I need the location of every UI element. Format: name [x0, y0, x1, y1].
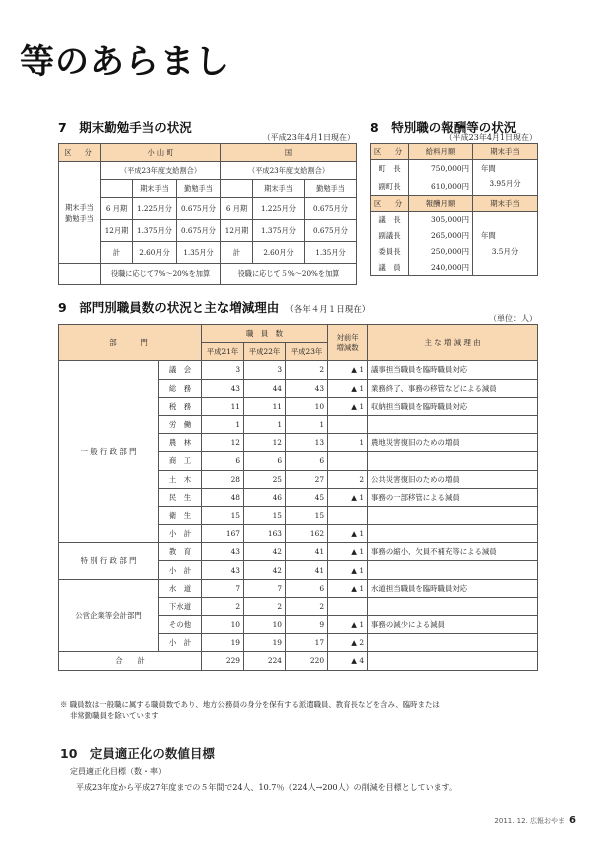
cell: 0.675月分 — [177, 198, 221, 220]
count-y21: 19 — [202, 634, 244, 652]
count-y21: 28 — [202, 470, 244, 488]
section-name: 総 務 — [159, 379, 202, 397]
count-y23: 10 — [286, 397, 328, 415]
cell: 1.35月分 — [305, 242, 357, 264]
kubun-header-2: 区 分 — [371, 196, 409, 212]
section-10-subtitle: 定員適正化目標（数・率） — [70, 767, 166, 776]
section-name: 商 工 — [159, 452, 202, 470]
bonus-row-label: 期末手当 勤勉手当 — [59, 162, 101, 264]
count-diff — [328, 452, 368, 470]
count-y21: 2 — [202, 597, 244, 615]
bonus-header-2: 期末手当 — [473, 196, 538, 212]
count-y22: 12 — [244, 434, 286, 452]
section-name: 衛 生 — [159, 506, 202, 524]
count-y23: 13 — [286, 434, 328, 452]
kubun-header: 区 分 — [59, 144, 101, 162]
count-y23: 27 — [286, 470, 328, 488]
country-kimatsu-header: 期末手当 — [253, 180, 305, 198]
count-y23: 162 — [286, 525, 328, 543]
bonus-months: 3.95月分 — [473, 178, 538, 196]
total-y22: 224 — [244, 652, 286, 670]
section-name: 下水道 — [159, 597, 202, 615]
section-8-title: 8 特別職の報酬等の状況 — [370, 120, 517, 135]
count-y23: 43 — [286, 379, 328, 397]
bonus-year-label: 年間 — [473, 160, 538, 178]
section-9-title-text: 9 部門別職員数の状況と主な増減理由 — [58, 300, 280, 315]
table-row — [59, 543, 538, 561]
member-label: 議 員 — [371, 260, 409, 276]
vice-chair-label: 副議長 — [371, 228, 409, 244]
vice-chair-value: 265,000円 — [409, 228, 473, 244]
country-sub: （平成23年度支給割合） — [221, 162, 357, 180]
country-note: 役職に応じて５%～20%を加算 — [221, 264, 357, 285]
table-row — [59, 361, 538, 379]
dept-header: 部 門 — [59, 325, 202, 361]
count-y22: 2 — [244, 597, 286, 615]
cell: 1.225月分 — [133, 198, 177, 220]
section-name: 労 働 — [159, 415, 202, 433]
section-9-date: （各年４月１日現在） — [285, 305, 371, 315]
section-name: 小 計 — [159, 634, 202, 652]
count-y21: 12 — [202, 434, 244, 452]
remuneration-header: 報酬月額 — [409, 196, 473, 212]
salary-header: 給料月額 — [409, 144, 473, 160]
section-10-body: 平成23年度から平成27年度までの５年間で24人、10.7％（224人→200人）の削減を目標としています。 — [76, 783, 457, 792]
page-title: 等のあらまし — [20, 42, 230, 82]
section-name: 水 道 — [159, 579, 202, 597]
mayor-label: 町 長 — [371, 160, 409, 178]
count-y21: 167 — [202, 525, 244, 543]
footer — [494, 815, 576, 826]
section-name: 土 木 — [159, 470, 202, 488]
vice-mayor-value: 610,000円 — [409, 178, 473, 196]
country-header: 国 — [221, 144, 357, 162]
count-diff: ▲ 1 — [328, 361, 368, 379]
count-y21: 1 — [202, 415, 244, 433]
section-name: 議 会 — [159, 361, 202, 379]
cell: 1.35月分 — [177, 242, 221, 264]
change-reason: 公共災害復旧のための増員 — [368, 470, 538, 488]
change-reason — [368, 415, 538, 433]
row-label: 計 — [101, 242, 133, 264]
change-reason: 事務の減少による減員 — [368, 616, 538, 634]
section-name: 農 林 — [159, 434, 202, 452]
diff-header: 対前年 増減数 — [328, 325, 368, 361]
committee-chair-value: 250,000円 — [409, 244, 473, 260]
cell: 1.375月分 — [133, 220, 177, 242]
total-row — [59, 652, 538, 670]
page-number: 6 — [569, 815, 576, 826]
count-y22: 1 — [244, 415, 286, 433]
count-y23: 17 — [286, 634, 328, 652]
count-y21: 15 — [202, 506, 244, 524]
section-7-title: 7 期末勤勉手当の状況 — [58, 120, 192, 135]
change-reason — [368, 452, 538, 470]
country-kinben-header: 勤勉手当 — [305, 180, 357, 198]
bonus-table — [58, 143, 357, 285]
footnote-line-2: 非常勤職員を除いています — [70, 711, 159, 720]
count-y21: 6 — [202, 452, 244, 470]
chair-value: 305,000円 — [409, 212, 473, 228]
change-reason: 事務の縮小、欠員不補充等による減員 — [368, 543, 538, 561]
count-y23: 6 — [286, 579, 328, 597]
count-y21: 11 — [202, 397, 244, 415]
section-name: その他 — [159, 616, 202, 634]
bonus-year-label-2: 年間 — [473, 228, 538, 244]
mayor-value: 750,000円 — [409, 160, 473, 178]
cell: 0.675月分 — [305, 198, 357, 220]
count-y23: 9 — [286, 616, 328, 634]
dept-group-name: 一 般 行 政 部 門 — [59, 361, 159, 543]
count-diff: ▲ 2 — [328, 634, 368, 652]
total-diff: ▲ 4 — [328, 652, 368, 670]
count-diff: ▲ 1 — [328, 488, 368, 506]
bonus-months-2: 3.5月分 — [473, 244, 538, 260]
section-8-date: （平成23年4月1日現在） — [444, 133, 537, 142]
count-y22: 46 — [244, 488, 286, 506]
row-label: 6 月期 — [221, 198, 253, 220]
cell: 0.675月分 — [177, 220, 221, 242]
count-y22: 19 — [244, 634, 286, 652]
section-10-title: 10 定員適正化の数値目標 — [60, 746, 215, 761]
section-name: 民 生 — [159, 488, 202, 506]
town-header: 小 山 町 — [101, 144, 221, 162]
change-reason: 業務終了、事務の移管などによる減員 — [368, 379, 538, 397]
count-y23: 2 — [286, 361, 328, 379]
count-y23: 41 — [286, 561, 328, 579]
row-label: 12月期 — [221, 220, 253, 242]
cell: 0.675月分 — [305, 220, 357, 242]
count-y22: 11 — [244, 397, 286, 415]
count-y22: 10 — [244, 616, 286, 634]
unit-note: （単位：人） — [489, 314, 537, 323]
count-y23: 15 — [286, 506, 328, 524]
count-diff: 1 — [328, 434, 368, 452]
count-diff: ▲ 1 — [328, 379, 368, 397]
total-y21: 229 — [202, 652, 244, 670]
count-diff — [328, 597, 368, 615]
count-y22: 42 — [244, 543, 286, 561]
change-reason: 水道担当職員を臨時職員対応 — [368, 579, 538, 597]
count-y21: 43 — [202, 379, 244, 397]
count-y21: 7 — [202, 579, 244, 597]
total-reason — [368, 652, 538, 670]
year-21-header: 平成21年 — [202, 343, 244, 361]
count-diff: ▲ 1 — [328, 543, 368, 561]
count-diff: ▲ 1 — [328, 397, 368, 415]
count-y22: 15 — [244, 506, 286, 524]
count-y23: 2 — [286, 597, 328, 615]
cell: 2.60月分 — [253, 242, 305, 264]
count-y21: 10 — [202, 616, 244, 634]
section-name: 税 務 — [159, 397, 202, 415]
row-label: 6 月期 — [101, 198, 133, 220]
section-7-date: （平成23年4月1日現在） — [262, 133, 355, 142]
count-diff: ▲ 1 — [328, 525, 368, 543]
town-sub: （平成23年度支給割合） — [101, 162, 221, 180]
change-reason — [368, 634, 538, 652]
change-reason: 事務の一部移管による減員 — [368, 488, 538, 506]
cell: 1.375月分 — [253, 220, 305, 242]
change-reason: 農地災害復旧のための増員 — [368, 434, 538, 452]
row-label: 計 — [221, 242, 253, 264]
staff-count-header: 職 員 数 — [202, 325, 328, 343]
count-y22: 7 — [244, 579, 286, 597]
section-name: 小 計 — [159, 561, 202, 579]
town-kimatsu-header: 期末手当 — [133, 180, 177, 198]
special-staff-table — [370, 143, 538, 276]
count-y21: 3 — [202, 361, 244, 379]
footnote — [60, 699, 550, 721]
count-y22: 44 — [244, 379, 286, 397]
committee-chair-label: 委員長 — [371, 244, 409, 260]
change-reason — [368, 506, 538, 524]
section-9-title — [58, 298, 370, 316]
count-y23: 6 — [286, 452, 328, 470]
count-y21: 48 — [202, 488, 244, 506]
cell: 2.60月分 — [133, 242, 177, 264]
section-name: 教 育 — [159, 543, 202, 561]
count-diff: 2 — [328, 470, 368, 488]
change-reason: 収納担当職員を臨時職員対応 — [368, 397, 538, 415]
town-kinben-header: 勤勉手当 — [177, 180, 221, 198]
year-22-header: 平成22年 — [244, 343, 286, 361]
footnote-line-1: ※ 職員数は一般職に属する職員数であり、地方公務員の身分を保有する派遣職員、教育長などを含み、臨時または — [60, 700, 440, 709]
vice-mayor-label: 副町長 — [371, 178, 409, 196]
count-diff: ▲ 1 — [328, 579, 368, 597]
department-staff-table — [58, 324, 538, 671]
dept-group-name: 特 別 行 政 部 門 — [59, 543, 159, 579]
member-value: 240,000円 — [409, 260, 473, 276]
change-reason — [368, 561, 538, 579]
year-23-header: 平成23年 — [286, 343, 328, 361]
count-y22: 3 — [244, 361, 286, 379]
dept-group-name: 公営企業等会計部門 — [59, 579, 159, 652]
bonus-header: 期末手当 — [473, 144, 538, 160]
count-y23: 1 — [286, 415, 328, 433]
count-y22: 6 — [244, 452, 286, 470]
town-note: 役職に応じて7%～20%を加算 — [101, 264, 221, 285]
count-diff: ▲ 1 — [328, 561, 368, 579]
change-reason: 議事担当職員を臨時職員対応 — [368, 361, 538, 379]
change-reason — [368, 525, 538, 543]
total-label: 合 計 — [59, 652, 202, 670]
count-y21: 43 — [202, 561, 244, 579]
count-diff — [328, 506, 368, 524]
footer-issue: 2011. 12. 広報おやま — [494, 817, 566, 825]
chair-label: 議 長 — [371, 212, 409, 228]
table-row — [59, 579, 538, 597]
count-diff: ▲ 1 — [328, 616, 368, 634]
reason-header: 主 な 増 減 理 由 — [368, 325, 538, 361]
count-y22: 163 — [244, 525, 286, 543]
count-y21: 43 — [202, 543, 244, 561]
cell: 1.225月分 — [253, 198, 305, 220]
count-y23: 41 — [286, 543, 328, 561]
count-y22: 25 — [244, 470, 286, 488]
count-y23: 45 — [286, 488, 328, 506]
count-diff — [328, 415, 368, 433]
count-y22: 42 — [244, 561, 286, 579]
kubun-header: 区 分 — [371, 144, 409, 160]
row-label: 12月期 — [101, 220, 133, 242]
section-name: 小 計 — [159, 525, 202, 543]
change-reason — [368, 597, 538, 615]
total-y23: 220 — [286, 652, 328, 670]
